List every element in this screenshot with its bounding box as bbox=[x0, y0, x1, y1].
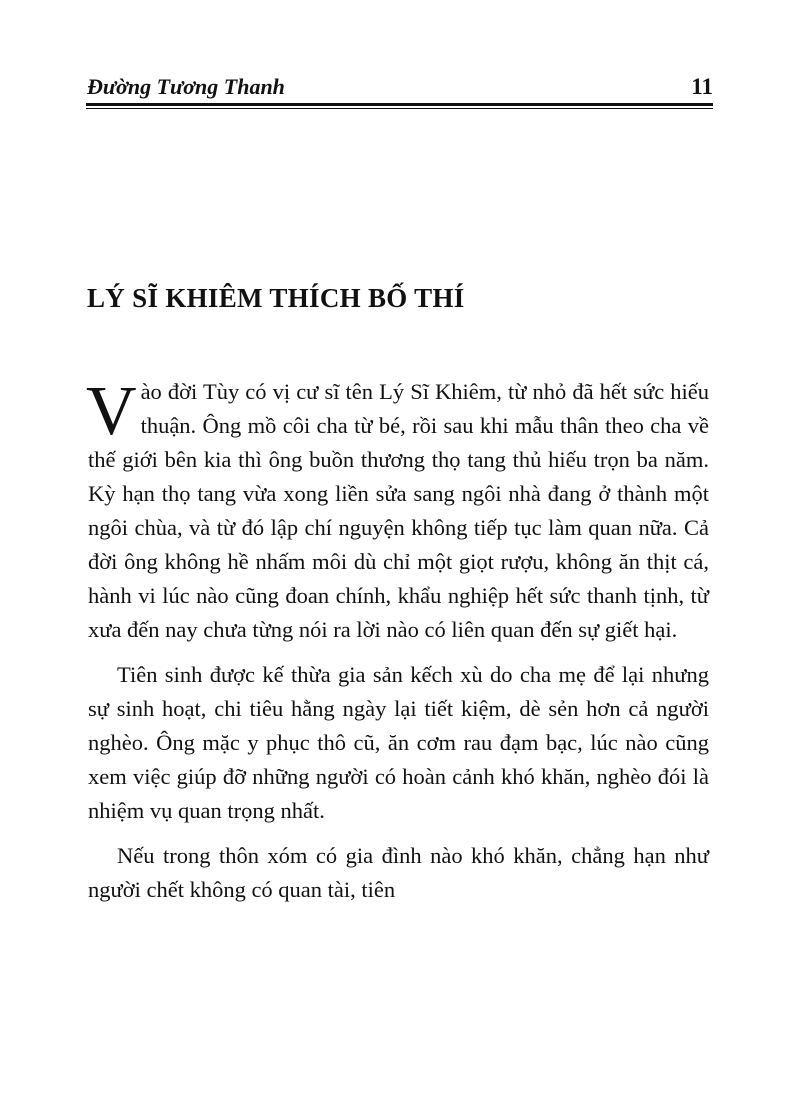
paragraph-1 bbox=[88, 375, 709, 647]
drop-cap: V bbox=[86, 373, 137, 450]
paragraph-2: Tiên sinh được kế thừa gia sản kếch xù do cha mẹ để lại nhưng sự sinh hoạt, chi tiêu hằng ngày lại tiết kiệm, dè sẻn hơn cả người nghèo. Ông mặc y phục thô cũ, ăn cơm rau đạm bạc, lúc nào cũng xem việc giúp đỡ những người có hoàn cảnh khó khăn, nghèo đói là nhiệm vụ quan trọng nhất. bbox=[88, 662, 709, 823]
chapter-title: LÝ SĨ KHIÊM THÍCH BỐ THÍ bbox=[87, 283, 465, 313]
header-rule-thick bbox=[86, 103, 713, 106]
paragraph-1-text: ào đời Tùy có vị cư sĩ tên Lý Sĩ Khiêm, từ nhỏ đã hết sức hiếu thuận. Ông mồ côi cha từ bé, rồi sau khi mẫu thân theo cha về thế giới bên kia thì ông buồn thương thọ tang thủ hiếu trọn ba năm. Kỳ hạn thọ tang vừa xong liền sửa sang ngôi nhà đang ở thành một ngôi chùa, và từ đó lập chí nguyện không tiếp tục làm quan nữa. Cả đời ông không hề nhấm môi dù chỉ một giọt rượu, không ăn thịt cá, hành vi lúc nào cũng đoan chính, khẩu nghiệp hết sức thanh tịnh, từ xưa đến nay chưa từng nói ra lời nào có liên quan đến sự giết hại. bbox=[88, 379, 709, 642]
header-author: Đường Tương Thanh bbox=[87, 74, 285, 99]
header-rule-thin bbox=[86, 108, 713, 109]
running-header bbox=[87, 70, 713, 106]
paragraph-3: Nếu trong thôn xóm có gia đình nào khó khăn, chẳng hạn như người chết không có quan tài, tiên bbox=[88, 843, 709, 902]
body-text bbox=[88, 375, 709, 907]
page-number: 11 bbox=[691, 74, 713, 99]
